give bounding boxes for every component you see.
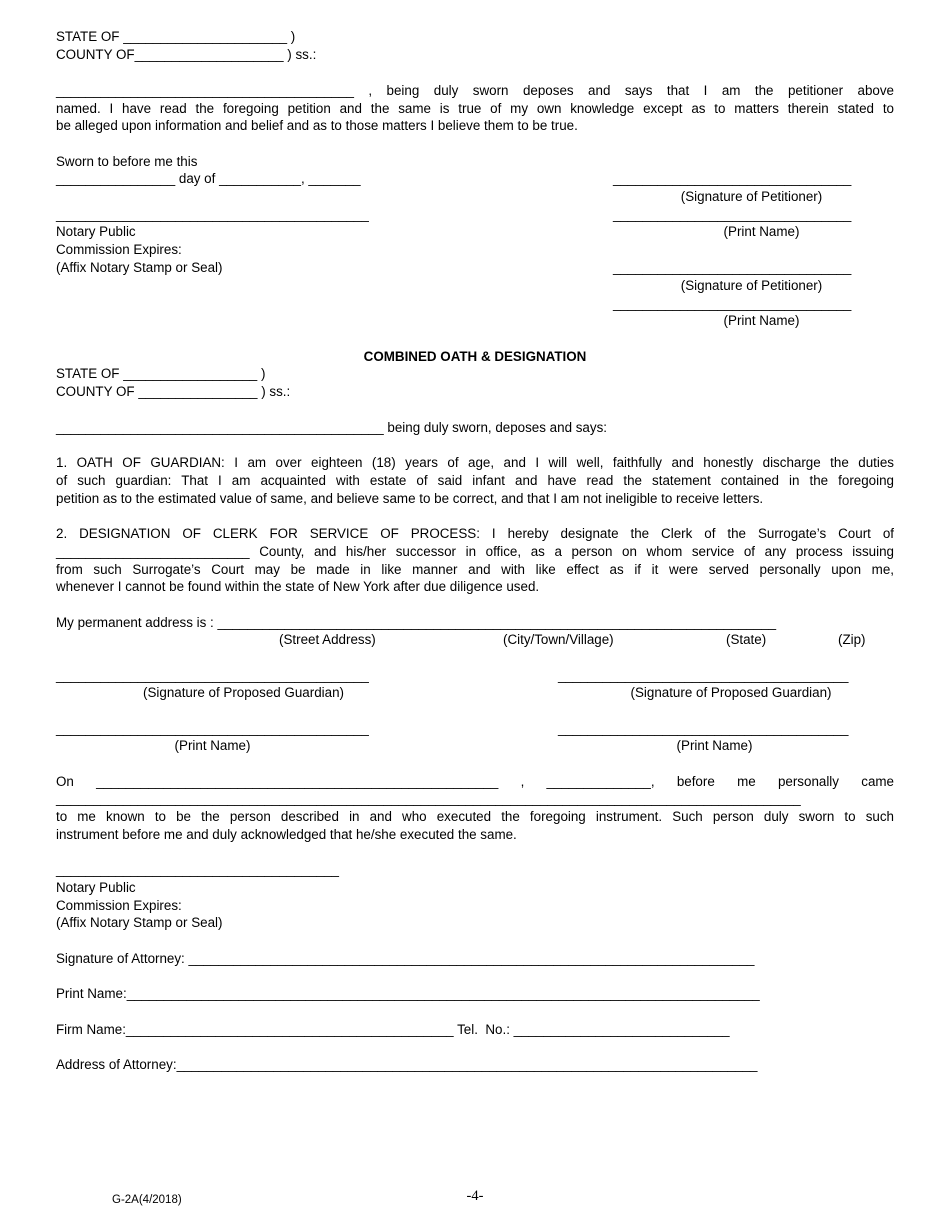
deposes-line: ____________________________________________ being duly sworn, deposes and says: bbox=[56, 420, 607, 435]
address-of-attorney-line: Address of Attorney:______________________________________________________________________________ bbox=[56, 1057, 758, 1072]
city-town-village-label: (City/Town/Village) bbox=[503, 632, 614, 647]
signature-of-proposed-guardian-label-2: (Signature of Proposed Guardian) bbox=[630, 685, 832, 700]
affix-notary-stamp-label: (Affix Notary Stamp or Seal) bbox=[56, 260, 223, 275]
print-name-label-1: (Print Name) bbox=[723, 224, 800, 239]
signature-of-attorney-line: Signature of Attorney: ____________________________________________________________________________ bbox=[56, 951, 755, 966]
acknowledgment-line-3: to me known to be the person described in and who executed the foregoing instrument. Such person duly sworn to such bbox=[56, 809, 894, 824]
guardian-signature-line-right: _______________________________________ bbox=[558, 668, 849, 683]
form-id: G-2A(4/2018) bbox=[112, 1194, 182, 1206]
oath-county-of-line: COUNTY OF ________________ ) ss.: bbox=[56, 384, 291, 399]
notary-public-label: Notary Public bbox=[56, 224, 136, 239]
state-label: (State) bbox=[726, 632, 767, 647]
verification-para-line-3: be alleged upon information and belief and as to those matters I believe them to be true. bbox=[56, 118, 578, 133]
county-of-line: COUNTY OF____________________ ) ss.: bbox=[56, 47, 317, 62]
designation-item-line-4: whenever I cannot be found within the state of New York after due diligence used. bbox=[56, 579, 540, 594]
street-address-label: (Street Address) bbox=[279, 632, 376, 647]
petitioner-signature-line-1: ________________________________ bbox=[613, 171, 852, 186]
sworn-to-before-me: Sworn to before me this bbox=[56, 154, 198, 169]
guardian-signature-line-left: __________________________________________ bbox=[56, 668, 369, 683]
guardian-print-name-line-left: __________________________________________ bbox=[56, 721, 369, 736]
signature-of-petitioner-label-1: (Signature of Petitioner) bbox=[680, 189, 823, 204]
print-name-line-1: ________________________________ bbox=[613, 207, 852, 222]
commission-expires-label-2: Commission Expires: bbox=[56, 898, 182, 913]
print-name-label-2: (Print Name) bbox=[723, 313, 800, 328]
verification-para-line-1: ________________________________________ , being duly sworn deposes and says that I am the petitioner above bbox=[56, 83, 894, 98]
notary-signature-line: __________________________________________ bbox=[56, 207, 369, 222]
state-of-line: STATE OF ______________________ ) bbox=[56, 29, 296, 44]
petitioner-signature-line-2: ________________________________ bbox=[613, 260, 852, 275]
verification-para-line-2: named. I have read the foregoing petition and the same is true of my own knowledge except as to matters therein stated to bbox=[56, 101, 894, 116]
guardian-print-name-label-1: (Print Name) bbox=[174, 738, 251, 753]
notary-signature-line-2: ______________________________________ bbox=[56, 862, 339, 877]
permanent-address-line: My permanent address is : ___________________________________________________________________________ bbox=[56, 615, 777, 630]
firm-name-tel-line: Firm Name:____________________________________________ Tel. No.: _____________________________ bbox=[56, 1022, 730, 1037]
oath-item-line-3: petition as to the estimated value of same, and believe same to be correct, and that I am not ineligible to receive letters. bbox=[56, 491, 764, 506]
acknowledgment-line-1: On ______________________________________________________ , ______________, before me personally came bbox=[56, 774, 894, 789]
acknowledgment-line-4: instrument before me and duly acknowledged that he/she executed the same. bbox=[56, 827, 517, 842]
designation-item-line-1: 2. DESIGNATION OF CLERK FOR SERVICE OF PROCESS: I hereby designate the Clerk of the Surrogate’s Court of bbox=[56, 526, 894, 541]
oath-state-of-line: STATE OF __________________ ) bbox=[56, 366, 266, 381]
guardian-print-name-line-right: _______________________________________ bbox=[558, 721, 849, 736]
section-heading: COMBINED OATH & DESIGNATION bbox=[363, 349, 587, 364]
print-name-line-2: ________________________________ bbox=[613, 296, 852, 311]
signature-of-petitioner-label-2: (Signature of Petitioner) bbox=[680, 278, 823, 293]
oath-item-line-1: 1. OATH OF GUARDIAN: I am over eighteen (18) years of age, and I will well, faithfully and honestly discharge the duties bbox=[56, 455, 894, 470]
page-number: -4- bbox=[466, 1188, 484, 1204]
designation-item-line-3: from such Surrogate’s Court may be made in like manner and with like effect as if it were served personally upon me, bbox=[56, 562, 894, 577]
designation-item-line-2: __________________________ County, and his/her successor in office, as a person on whom service of any process issuing bbox=[56, 544, 894, 559]
signature-of-proposed-guardian-label-1: (Signature of Proposed Guardian) bbox=[143, 685, 344, 700]
commission-expires-label: Commission Expires: bbox=[56, 242, 182, 257]
oath-item-line-2: of such guardian: That I am acquainted with estate of said infant and have read the statement contained in the foregoing bbox=[56, 473, 894, 488]
zip-label: (Zip) bbox=[838, 632, 866, 647]
guardian-print-name-label-2: (Print Name) bbox=[676, 738, 753, 753]
acknowledgment-line-2: ____________________________________________________________________________________________________ bbox=[56, 791, 801, 806]
affix-notary-stamp-label-2: (Affix Notary Stamp or Seal) bbox=[56, 915, 223, 930]
print-name-line: Print Name:_____________________________________________________________________________________ bbox=[56, 986, 760, 1001]
notary-public-label-2: Notary Public bbox=[56, 880, 136, 895]
sworn-day-line: ________________ day of ___________, _______ bbox=[56, 171, 361, 186]
